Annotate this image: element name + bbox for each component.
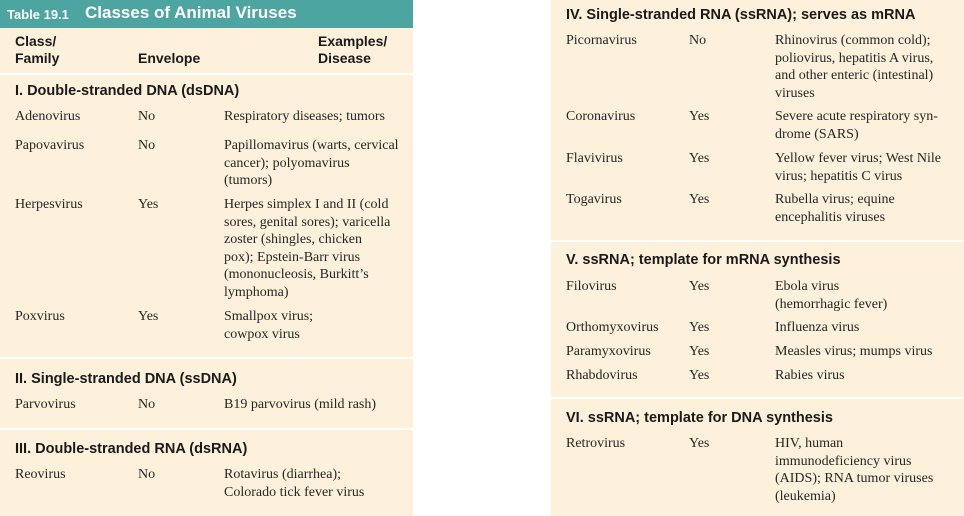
section-divider — [0, 428, 413, 430]
envelope-cell: Yes — [689, 151, 710, 166]
section-heading-ssrna-template-dna: VI. ssRNA; template for DNA synthesis — [566, 410, 833, 426]
family-cell: Adenovirus — [15, 109, 81, 124]
header-divider — [0, 73, 413, 75]
envelope-cell: No — [138, 467, 156, 482]
envelope-cell: Yes — [689, 368, 710, 383]
section-divider — [551, 397, 964, 399]
family-cell: Orthomyxovirus — [566, 320, 659, 335]
envelope-cell: Yes — [689, 344, 710, 359]
table-number: Table 19.1 — [7, 7, 69, 22]
envelope-cell: No — [689, 33, 707, 48]
examples-cell: Measles virus; mumps virus — [775, 344, 933, 359]
envelope-cell: Yes — [689, 436, 710, 451]
section-heading-dsdna: I. Double-stranded DNA (dsDNA) — [15, 83, 240, 99]
table-right-panel — [551, 0, 964, 516]
envelope-cell: No — [138, 109, 156, 124]
family-cell: Paramyxovirus — [566, 344, 651, 359]
table-title-bar — [0, 0, 413, 28]
examples-cell: Rotavirus (diarrhea); Colorado tick fever virus — [224, 467, 365, 500]
examples-cell: HIV, human immunodeficiency virus (AIDS); RNA tumor viruses (leukemia) — [775, 436, 934, 504]
section-heading-ssrna-template-mrna: V. ssRNA; template for mRNA synthesis — [566, 252, 841, 268]
family-cell: Papovavirus — [15, 138, 85, 153]
envelope-cell: Yes — [138, 309, 159, 324]
family-cell: Picornavirus — [566, 33, 637, 48]
family-cell: Rhabdovirus — [566, 368, 638, 383]
envelope-cell: Yes — [689, 109, 710, 124]
section-heading-ssrna-mrna: IV. Single-stranded RNA (ssRNA); serves as mRNA — [566, 7, 916, 23]
envelope-cell: Yes — [138, 197, 159, 212]
examples-cell: Influenza virus — [775, 320, 860, 335]
envelope-cell: Yes — [689, 320, 710, 335]
envelope-cell: No — [138, 397, 156, 412]
examples-cell: Papillomavirus (warts, cervical cancer); polyomavirus (tumors) — [224, 138, 399, 188]
family-cell: Togavirus — [566, 192, 622, 207]
section-divider — [551, 240, 964, 242]
header-examples: Examples/ Disease — [318, 33, 388, 66]
examples-cell: Herpes simplex I and II (cold sores, genital sores); varicella zoster (shingles, chicken pox); Epstein-Barr virus (mononucleosis, Burkitt’s lymphoma) — [224, 197, 391, 300]
table-left-panel — [0, 0, 413, 516]
family-cell: Coronavirus — [566, 109, 636, 124]
examples-cell: Yellow fever virus; West Nile virus; hepatitis C virus — [775, 151, 941, 184]
family-cell: Reovirus — [15, 467, 66, 482]
envelope-cell: Yes — [689, 192, 710, 207]
family-cell: Flavivirus — [566, 151, 623, 166]
section-divider — [0, 357, 413, 359]
examples-cell: Rabies virus — [775, 368, 845, 383]
examples-cell: Smallpox virus; cowpox virus — [224, 309, 314, 342]
envelope-cell: No — [138, 138, 156, 153]
examples-cell: Rubella virus; equine encephalitis viruses — [775, 192, 895, 225]
examples-cell: B19 parvovirus (mild rash) — [224, 397, 377, 412]
examples-cell: Respiratory diseases; tumors — [224, 109, 385, 124]
family-cell: Herpesvirus — [15, 197, 83, 212]
family-cell: Filovirus — [566, 279, 617, 294]
family-cell: Parvovirus — [15, 397, 76, 412]
family-cell: Poxvirus — [15, 309, 65, 324]
examples-cell: Ebola virus (hemorrhagic fever) — [775, 279, 888, 312]
section-heading-ssdna: II. Single-stranded DNA (ssDNA) — [15, 371, 237, 387]
family-cell: Retrovirus — [566, 436, 626, 451]
header-class-family: Class/ Family — [15, 33, 60, 66]
header-envelope: Envelope — [138, 50, 201, 66]
examples-cell: Rhinovirus (common cold); poliovirus, hepatitis A virus, and other enteric (intestinal) viruses — [775, 33, 934, 101]
envelope-cell: Yes — [689, 279, 710, 294]
section-heading-dsrna: III. Double-stranded RNA (dsRNA) — [15, 441, 248, 457]
examples-cell: Severe acute respiratory syn- drome (SARS) — [775, 109, 938, 142]
table-title: Classes of Animal Viruses — [85, 3, 297, 22]
